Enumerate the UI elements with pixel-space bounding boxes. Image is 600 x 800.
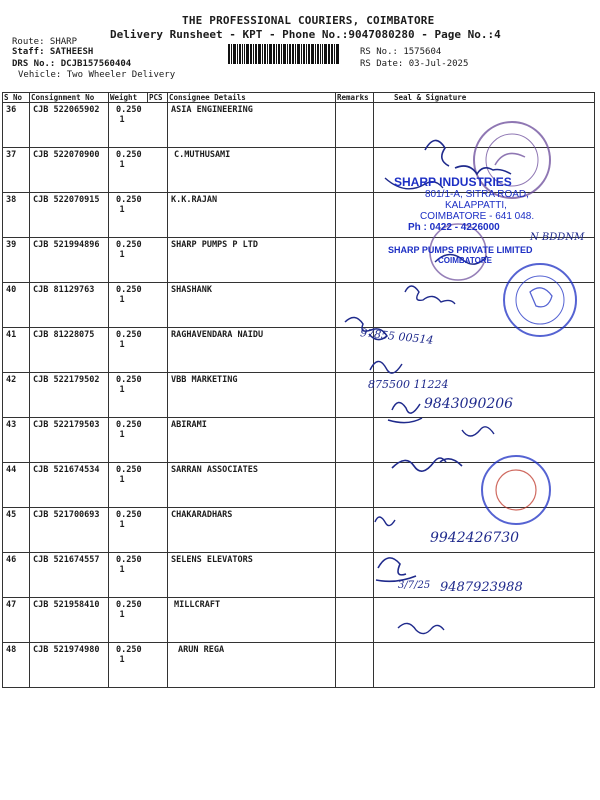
row-consignment: CJB 521674534 — [30, 463, 109, 508]
stamp-sharp-industries: SHARP INDUSTRIES — [394, 175, 512, 189]
row-pcs: 1 — [119, 430, 125, 440]
row-consignee: ABIRAMI — [168, 418, 336, 463]
row-remarks — [336, 418, 374, 463]
row-seal — [374, 103, 595, 148]
row-sno: 38 — [3, 193, 30, 238]
col-consignment: Consignment No — [30, 93, 109, 103]
row-consignee: SELENS ELEVATORS — [168, 553, 336, 598]
row-consignment: CJB 522070915 — [30, 193, 109, 238]
row-consignment: CJB 521674557 — [30, 553, 109, 598]
row-consignee: SHASHANK — [168, 283, 336, 328]
table-row — [3, 643, 595, 688]
row-pcs: 1 — [119, 475, 125, 485]
stamp-sharp-pumps-city: COIMBATORE — [438, 256, 492, 265]
row-consignment: CJB 522179503 — [30, 418, 109, 463]
row-pcs: 1 — [119, 565, 125, 575]
handwritten-date-47: 3/7/25 — [398, 580, 431, 591]
stamp-address-1: 801/1-A, SITRA ROAD, — [425, 189, 529, 200]
row-weight: 0.250 — [116, 330, 142, 340]
row-sno: 42 — [3, 373, 30, 418]
row-consignment: CJB 522179502 — [30, 373, 109, 418]
handwritten-phone-42: 875500 11224 — [368, 378, 449, 391]
row-seal — [374, 643, 595, 688]
row-remarks — [336, 598, 374, 643]
stamp-address-3: COIMBATORE - 641 048. — [420, 211, 535, 222]
vehicle-label: Vehicle: Two Wheeler Delivery — [18, 70, 176, 80]
row-sno: 43 — [3, 418, 30, 463]
staff-label: Staff: SATHEESH — [12, 47, 94, 57]
col-weight: Weight — [109, 93, 148, 103]
row-consignee: K.K.RAJAN — [168, 193, 336, 238]
row-sno: 40 — [3, 283, 30, 328]
row-weight: 0.250 — [116, 240, 142, 250]
row-consignee: CHAKARADHARS — [168, 508, 336, 553]
row-pcs: 1 — [119, 295, 125, 305]
table-row — [3, 418, 595, 463]
row-consignment: CJB 521958410 — [30, 598, 109, 643]
row-sno: 36 — [3, 103, 30, 148]
stamp-sharp-pumps: SHARP PUMPS PRIVATE LIMITED — [388, 245, 533, 255]
row-consignment: CJB 81129763 — [30, 283, 109, 328]
row-weight: 0.250 — [116, 285, 142, 295]
row-remarks — [336, 553, 374, 598]
drs-number: DRS No.: DCJB157560404 — [12, 59, 132, 69]
row-consignee: VBB MARKETING — [168, 373, 336, 418]
handwritten-phone-41: 97855 00514 — [359, 326, 434, 347]
row-remarks — [336, 193, 374, 238]
row-weight: 0.250 — [116, 375, 142, 385]
row-sno: 37 — [3, 148, 30, 193]
row-weight: 0.250 — [116, 555, 142, 565]
stamp-address-2: KALAPPATTI, — [445, 200, 507, 211]
handwritten-note-39: N BDDNM — [530, 232, 585, 243]
handwritten-phone-46: 9942426730 — [430, 530, 520, 546]
company-title: THE PROFESSIONAL COURIERS, COIMBATORE — [182, 14, 435, 27]
row-weight: 0.250 — [116, 465, 142, 475]
row-consignment: CJB 521994896 — [30, 238, 109, 283]
row-weight: 0.250 — [116, 510, 142, 520]
table-header — [3, 93, 595, 103]
row-weight: 0.250 — [116, 105, 142, 115]
row-seal — [374, 463, 595, 508]
stamp-phone: Ph : 0422 - 4226000 — [408, 222, 500, 233]
row-sno: 39 — [3, 238, 30, 283]
col-consignee: Consignee Details — [168, 93, 336, 103]
row-weight: 0.250 — [116, 150, 142, 160]
handwritten-phone-43: 9843090206 — [424, 396, 514, 412]
row-consignee: ASIA ENGINEERING — [168, 103, 336, 148]
row-remarks — [336, 238, 374, 283]
row-consignment: CJB 522070900 — [30, 148, 109, 193]
row-sno: 46 — [3, 553, 30, 598]
row-seal — [374, 418, 595, 463]
row-pcs: 1 — [119, 610, 125, 620]
row-remarks — [336, 148, 374, 193]
row-pcs: 1 — [119, 115, 125, 125]
row-remarks — [336, 508, 374, 553]
row-consignment: CJB 521700693 — [30, 508, 109, 553]
table-row — [3, 598, 595, 643]
row-sno: 41 — [3, 328, 30, 373]
table-row — [3, 103, 595, 148]
col-remarks: Remarks — [336, 93, 374, 103]
row-pcs: 1 — [119, 250, 125, 260]
row-pcs: 1 — [119, 520, 125, 530]
row-consignee: RAGHAVENDARA NAIDU — [168, 328, 336, 373]
row-seal — [374, 283, 595, 328]
row-consignment: CJB 521974980 — [30, 643, 109, 688]
handwritten-phone-47: 9487923988 — [440, 580, 523, 595]
col-seal: Seal & Signature — [374, 93, 595, 103]
row-remarks — [336, 643, 374, 688]
row-sno: 47 — [3, 598, 30, 643]
row-pcs: 1 — [119, 160, 125, 170]
row-consignee: C.MUTHUSAMI — [168, 148, 336, 193]
row-consignment: CJB 522065902 — [30, 103, 109, 148]
row-sno: 45 — [3, 508, 30, 553]
barcode — [228, 44, 353, 64]
col-sno: S No — [3, 93, 30, 103]
route-label: Route: SHARP — [12, 37, 78, 47]
row-weight: 0.250 — [116, 195, 142, 205]
row-weight: 0.250 — [116, 420, 142, 430]
row-pcs: 1 — [119, 385, 125, 395]
row-weight: 0.250 — [116, 600, 142, 610]
row-remarks — [336, 103, 374, 148]
row-sno: 44 — [3, 463, 30, 508]
row-pcs: 1 — [119, 655, 125, 665]
col-pcs: PCS — [148, 93, 168, 103]
row-consignee: ARUN REGA — [168, 643, 336, 688]
row-consignment: CJB 81228075 — [30, 328, 109, 373]
row-remarks — [336, 463, 374, 508]
table-row — [3, 283, 595, 328]
row-sno: 48 — [3, 643, 30, 688]
rs-date: RS Date: 03-Jul-2025 — [360, 59, 469, 69]
row-pcs: 1 — [119, 205, 125, 215]
row-consignee: MILLCRAFT — [168, 598, 336, 643]
row-pcs: 1 — [119, 340, 125, 350]
row-weight: 0.250 — [116, 645, 142, 655]
row-consignee: SARRAN ASSOCIATES — [168, 463, 336, 508]
runsheet-subtitle: Delivery Runsheet - KPT - Phone No.:9047080280 - Page No.:4 — [110, 28, 501, 41]
table-row — [3, 328, 595, 373]
row-remarks — [336, 283, 374, 328]
table-row — [3, 463, 595, 508]
row-seal — [374, 598, 595, 643]
rs-number: RS No.: 1575604 — [360, 47, 442, 57]
row-consignee: SHARP PUMPS P LTD — [168, 238, 336, 283]
